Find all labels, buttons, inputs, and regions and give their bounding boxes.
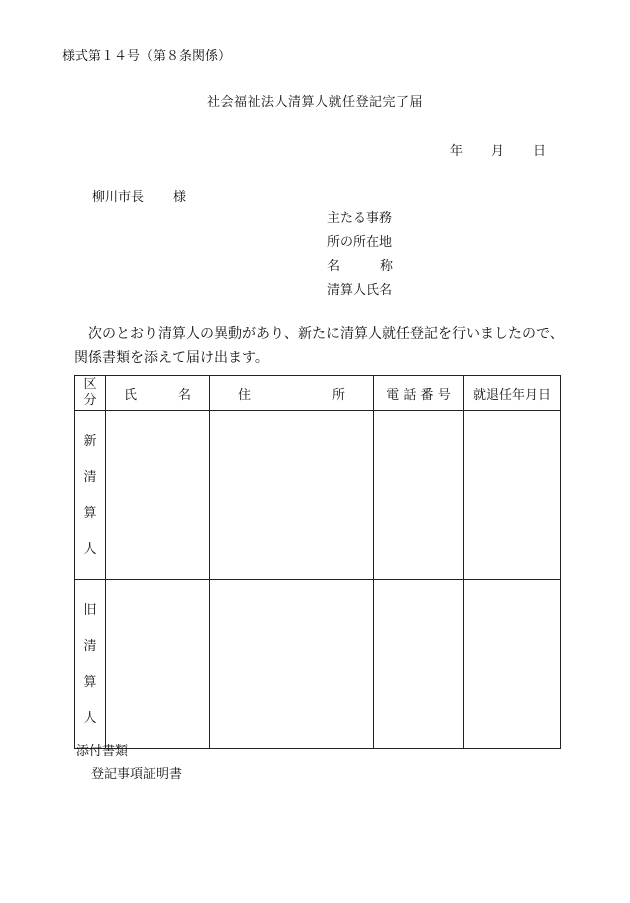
sender-office-label-line1: 主たる事務: [327, 211, 393, 226]
new-date-cell[interactable]: [464, 411, 561, 580]
header-kubun-char1: 区: [83, 377, 97, 392]
recipient-honorific: 様: [173, 190, 187, 205]
header-phone: 電 話 番 号: [374, 376, 464, 411]
old-name-cell[interactable]: [106, 580, 210, 749]
header-appointment-date: 就退任年月日: [464, 376, 561, 411]
old-phone-cell[interactable]: [374, 580, 464, 749]
sender-name-label-part1: 名: [327, 259, 341, 274]
header-name: [106, 376, 210, 411]
date-month-label: 月: [491, 144, 505, 159]
row-label-new-char: 清: [83, 470, 97, 485]
new-address-cell[interactable]: [210, 411, 374, 580]
row-label-old-char: 算: [83, 675, 97, 690]
body-text: 次のとおり清算人の異動があり、新たに清算人就任登記を行いましたので、関係書類を添えて届け出ます。: [74, 326, 564, 366]
form-number: 様式第１４号（第８条関係）: [62, 49, 232, 64]
liquidator-table: [74, 375, 561, 749]
attachments-heading: 添付書類: [76, 744, 129, 759]
table-row-new: [75, 411, 561, 580]
header-kubun-char2: 分: [83, 393, 97, 408]
sender-name-label-part2: 称: [380, 259, 394, 274]
new-phone-cell[interactable]: [374, 411, 464, 580]
attachment-item: 登記事項証明書: [91, 767, 183, 782]
row-label-old: [75, 580, 106, 749]
date-year-label: 年: [450, 144, 464, 159]
header-kubun: [75, 376, 106, 411]
header-name-char2: 名: [177, 387, 191, 403]
recipient-name: 柳川市長: [92, 190, 145, 205]
row-label-old-char: 旧: [83, 603, 97, 618]
row-label-new: [75, 411, 106, 580]
header-address-char1: 住: [238, 387, 252, 403]
document-title: 社会福祉法人清算人就任登記完了届: [206, 95, 423, 110]
table-row-old: [75, 580, 561, 749]
row-label-old-char: 清: [83, 639, 97, 654]
row-label-new-char: 新: [83, 434, 97, 449]
row-label-old-char: 人: [83, 711, 97, 726]
header-name-char1: 氏: [124, 387, 138, 403]
header-address-char2: 所: [331, 387, 345, 403]
sender-liquidator-name-label: 清算人氏名: [327, 283, 393, 298]
header-address: [210, 376, 374, 411]
row-label-new-char: 人: [83, 542, 97, 557]
old-date-cell[interactable]: [464, 580, 561, 749]
row-label-new-char: 算: [83, 506, 97, 521]
date-day-label: 日: [533, 144, 547, 159]
sender-office-label-line2: 所の所在地: [327, 235, 393, 250]
table-header-row: [75, 376, 561, 411]
old-address-cell[interactable]: [210, 580, 374, 749]
new-name-cell[interactable]: [106, 411, 210, 580]
